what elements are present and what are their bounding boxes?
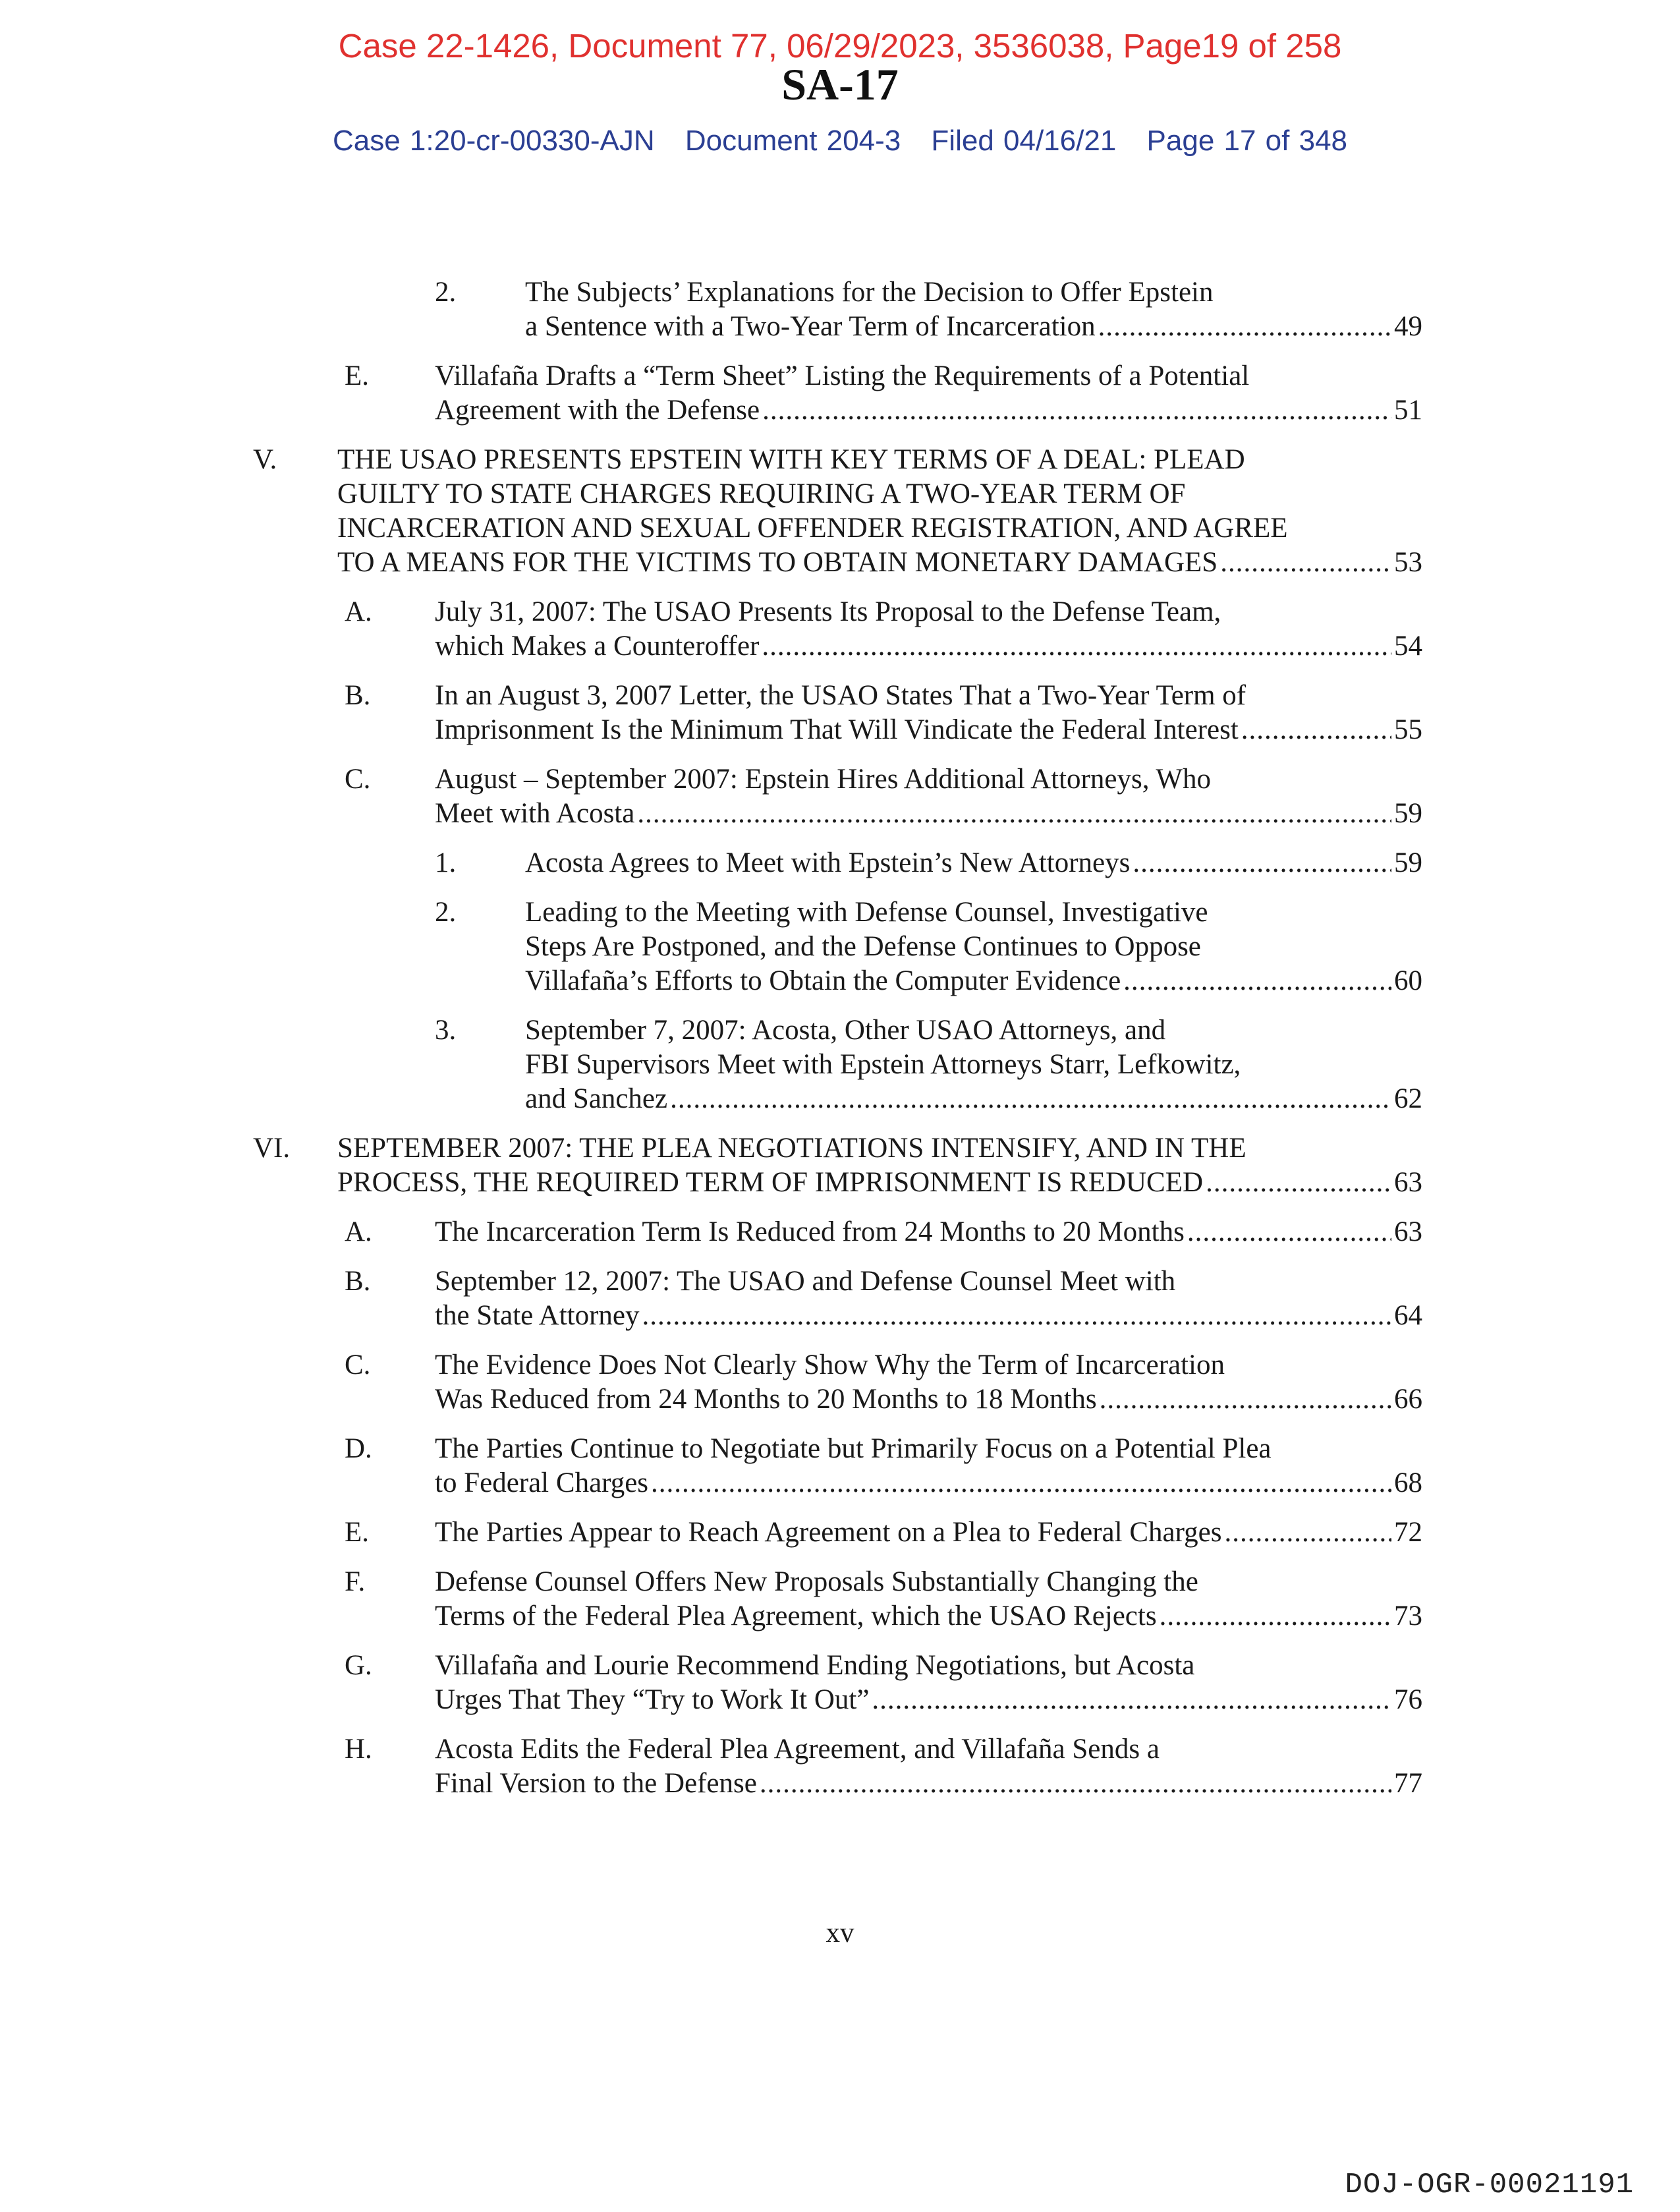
toc-entry-number: 1. — [435, 847, 457, 878]
toc-entry-final-line — [435, 1466, 1422, 1500]
toc-entry-final-line — [525, 1082, 1422, 1116]
toc-entry-number: A. — [345, 1216, 372, 1247]
toc-entry-number: 3. — [435, 1015, 457, 1046]
toc-entry-page-number: 54 — [1394, 631, 1422, 662]
toc-entry-number: E. — [345, 360, 370, 391]
toc-entry[interactable] — [0, 1732, 1680, 1801]
toc-entry-number: H. — [345, 1734, 372, 1765]
toc-entry-final-line — [435, 1299, 1422, 1333]
toc-entry-number: VI. — [253, 1133, 291, 1164]
toc-entry-title — [337, 443, 1422, 580]
toc-entry-page-number: 49 — [1394, 311, 1422, 342]
toc-entry-title-line: FBI Supervisors Meet with Epstein Attorneys Starr, Lefkowitz, — [525, 1049, 1241, 1080]
toc-entry-title-line: Defense Counsel Offers New Proposals Substantially Changing the — [435, 1566, 1198, 1597]
toc-entry-title-line: a Sentence with a Two-Year Term of Incarceration — [525, 311, 1096, 342]
toc-entry-final-line — [337, 546, 1422, 580]
dot-leader — [1133, 846, 1391, 880]
toc-entry-page-number: 73 — [1394, 1601, 1422, 1631]
bates-number: DOJ-OGR-00021191 — [1345, 2169, 1634, 2201]
toc-entry[interactable] — [0, 275, 1680, 344]
toc-entry-final-line — [525, 310, 1422, 344]
toc-entry-title-line: THE USAO PRESENTS EPSTEIN WITH KEY TERMS OF A DEAL: PLEAD — [337, 444, 1245, 475]
dot-leader — [1241, 713, 1391, 747]
dot-leader — [1098, 310, 1391, 344]
toc-entry-title-line: which Makes a Counteroffer — [435, 631, 760, 662]
dot-leader — [670, 1082, 1391, 1116]
toc-entry-number: 2. — [435, 277, 457, 308]
toc-entry-page-number: 55 — [1394, 714, 1422, 745]
toc-entry-title-line: INCARCERATION AND SEXUAL OFFENDER REGISTRATION, AND AGREE — [337, 513, 1288, 544]
toc-entry[interactable] — [0, 359, 1680, 428]
toc-entry-title-line: GUILTY TO STATE CHARGES REQUIRING A TWO-YEAR TERM OF — [337, 478, 1186, 509]
supplemental-appendix-label: SA-17 — [781, 59, 899, 109]
toc-entry-title-line: Villafaña Drafts a “Term Sheet” Listing the Requirements of a Potential — [435, 360, 1250, 391]
toc-entry[interactable] — [0, 1215, 1680, 1249]
dot-leader — [762, 393, 1391, 428]
toc-entry-final-line — [337, 1166, 1422, 1200]
toc-entry-title-line: August – September 2007: Epstein Hires Additional Attorneys, Who — [435, 764, 1212, 795]
toc-entry-page-number: 76 — [1394, 1684, 1422, 1715]
toc-entry-title-line: Acosta Edits the Federal Plea Agreement, and Villafaña Sends a — [435, 1734, 1160, 1765]
toc-entry-final-line — [435, 629, 1422, 664]
toc-entry-final-line — [435, 713, 1422, 747]
dot-leader — [1206, 1166, 1391, 1200]
toc-entry-number: V. — [253, 444, 277, 475]
toc-entry-title — [525, 846, 1422, 880]
toc-entry-final-line — [435, 1683, 1422, 1717]
toc-entry-number: E. — [345, 1517, 370, 1548]
toc-entry-number: B. — [345, 680, 371, 711]
toc-entry-title-line: The Evidence Does Not Clearly Show Why the Term of Incarceration — [435, 1349, 1225, 1380]
dot-leader — [762, 629, 1391, 664]
toc-entry-page-number: 68 — [1394, 1467, 1422, 1498]
toc-entry-title-line: Urges That They “Try to Work It Out” — [435, 1684, 870, 1715]
toc-entry-title — [435, 1264, 1422, 1333]
toc-entry-title — [337, 1131, 1422, 1200]
toc-entry-page-number: 72 — [1394, 1517, 1422, 1548]
toc-entry-title-line: In an August 3, 2007 Letter, the USAO States That a Two-Year Term of — [435, 680, 1246, 711]
toc-entry-final-line — [435, 1599, 1422, 1633]
toc-entry-title-line: Agreement with the Defense — [435, 395, 760, 426]
toc-entry-title-line: September 12, 2007: The USAO and Defense Counsel Meet with — [435, 1266, 1176, 1297]
toc-entry-title — [435, 1732, 1422, 1801]
toc-entry-title — [435, 679, 1422, 747]
toc-entry-final-line — [435, 1382, 1422, 1417]
toc-entry[interactable] — [0, 1649, 1680, 1717]
toc-entry-title — [435, 1215, 1422, 1249]
toc-entry-title-line: Was Reduced from 24 Months to 20 Months to 18 Months — [435, 1384, 1097, 1415]
toc-entry-title — [435, 762, 1422, 831]
toc-entry-final-line — [525, 964, 1422, 998]
toc-entry-number: C. — [345, 1349, 371, 1380]
toc-entry-title-line: The Incarceration Term Is Reduced from 24 Months to 20 Months — [435, 1216, 1185, 1247]
toc-entry-title-line: Meet with Acosta — [435, 798, 635, 829]
toc-entry-page-number: 59 — [1394, 798, 1422, 829]
toc-entry-title — [435, 595, 1422, 664]
district-filed-date: Filed 04/16/21 — [931, 125, 1117, 157]
district-page-count: Page 17 of 348 — [1146, 125, 1348, 157]
toc-entry[interactable] — [0, 595, 1680, 664]
district-case-number: Case 1:20-cr-00330-AJN — [332, 125, 655, 157]
toc-entry-title-line: Acosta Agrees to Meet with Epstein’s New Attorneys — [525, 847, 1131, 878]
toc-entry-title — [525, 275, 1422, 344]
toc-entry-number: A. — [345, 596, 372, 627]
toc-entry-title-line: September 7, 2007: Acosta, Other USAO Attorneys, and — [525, 1015, 1166, 1046]
toc-entry-title-line: Imprisonment Is the Minimum That Will Vindicate the Federal Interest — [435, 714, 1239, 745]
toc-entry-title-line: to Federal Charges — [435, 1467, 649, 1498]
toc-entry-page-number: 63 — [1394, 1216, 1422, 1247]
dot-leader — [1160, 1599, 1391, 1633]
toc-entry-title-line: The Parties Appear to Reach Agreement on a Plea to Federal Charges — [435, 1517, 1222, 1548]
toc-entry[interactable] — [0, 679, 1680, 747]
dot-leader — [642, 1299, 1392, 1333]
toc-entry-title — [435, 1432, 1422, 1500]
toc-entry-page-number: 77 — [1394, 1768, 1422, 1799]
toc-entry-page-number: 60 — [1394, 965, 1422, 996]
toc-entry-final-line — [435, 797, 1422, 831]
toc-entry[interactable] — [0, 443, 1680, 580]
dot-leader — [1100, 1382, 1391, 1417]
toc-entry[interactable] — [0, 846, 1680, 880]
toc-entry-title — [435, 1516, 1422, 1550]
toc-entry-title-line: SEPTEMBER 2007: THE PLEA NEGOTIATIONS INTENSIFY, AND IN THE — [337, 1133, 1246, 1164]
toc-entry-title-line: July 31, 2007: The USAO Presents Its Proposal to the Defense Team, — [435, 596, 1221, 627]
dot-leader — [651, 1466, 1391, 1500]
toc-entry-title-line: Steps Are Postponed, and the Defense Continues to Oppose — [525, 931, 1201, 962]
toc-entry-title-line: Leading to the Meeting with Defense Counsel, Investigative — [525, 897, 1208, 928]
toc-entry-page-number: 63 — [1394, 1167, 1422, 1198]
toc-entry-number: D. — [345, 1433, 372, 1464]
dot-leader — [1220, 546, 1391, 580]
toc-entry[interactable] — [0, 1432, 1680, 1500]
toc-entry-title-line: TO A MEANS FOR THE VICTIMS TO OBTAIN MONETARY DAMAGES — [337, 547, 1218, 578]
toc-entry-title — [525, 1013, 1422, 1116]
toc-entry-title-line: and Sanchez — [525, 1083, 668, 1114]
district-document-number: Document 204-3 — [685, 125, 901, 157]
toc-entry[interactable] — [0, 895, 1680, 998]
table-of-contents — [0, 275, 1680, 1816]
toc-entry-number: 2. — [435, 897, 457, 928]
toc-entry-title-line: The Parties Continue to Negotiate but Primarily Focus on a Potential Plea — [435, 1433, 1272, 1464]
toc-entry-page-number: 51 — [1394, 395, 1422, 426]
toc-entry-final-line — [435, 393, 1422, 428]
dot-leader — [1123, 964, 1391, 998]
toc-entry[interactable] — [0, 1013, 1680, 1116]
toc-entry-page-number: 59 — [1394, 847, 1422, 878]
toc-entry-page-number: 53 — [1394, 547, 1422, 578]
toc-entry-title-line: Villafaña and Lourie Recommend Ending Negotiations, but Acosta — [435, 1650, 1195, 1681]
appellate-case-stamp: Case 22-1426, Document 77, 06/29/2023, 3536038, Page19 of 258 — [338, 27, 1342, 65]
toc-entry-title — [435, 1565, 1422, 1633]
toc-entry-number: G. — [345, 1650, 372, 1681]
toc-entry-final-line — [435, 1767, 1422, 1801]
toc-entry-title-line: the State Attorney — [435, 1300, 640, 1331]
toc-entry-page-number: 66 — [1394, 1384, 1422, 1415]
toc-entry[interactable] — [0, 1264, 1680, 1333]
toc-entry-title-line: PROCESS, THE REQUIRED TERM OF IMPRISONMENT IS REDUCED — [337, 1167, 1204, 1198]
toc-entry-final-line — [525, 846, 1422, 880]
district-case-header — [0, 124, 1680, 158]
toc-entry-title — [435, 1649, 1422, 1717]
dot-leader — [637, 797, 1391, 831]
toc-entry-number: C. — [345, 764, 371, 795]
toc-entry-title-line: Villafaña’s Efforts to Obtain the Computer Evidence — [525, 965, 1121, 996]
dot-leader — [760, 1767, 1391, 1801]
toc-entry-title — [435, 1348, 1422, 1417]
toc-entry-number: B. — [345, 1266, 371, 1297]
toc-entry-final-line — [435, 1516, 1422, 1550]
toc-entry-title — [525, 895, 1422, 998]
toc-entry[interactable] — [0, 762, 1680, 831]
toc-entry[interactable] — [0, 1565, 1680, 1633]
toc-entry-page-number: 64 — [1394, 1300, 1422, 1331]
toc-entry-page-number: 62 — [1394, 1083, 1422, 1114]
dot-leader — [1187, 1215, 1391, 1249]
page-number: xv — [826, 1917, 854, 1948]
toc-entry[interactable] — [0, 1348, 1680, 1417]
toc-entry[interactable] — [0, 1131, 1680, 1200]
toc-entry-number: F. — [345, 1566, 366, 1597]
toc-entry-title-line: Final Version to the Defense — [435, 1768, 757, 1799]
dot-leader — [872, 1683, 1391, 1717]
toc-entry-final-line — [435, 1215, 1422, 1249]
toc-entry-title-line: Terms of the Federal Plea Agreement, which the USAO Rejects — [435, 1601, 1157, 1631]
toc-entry-title — [435, 359, 1422, 428]
toc-entry-title-line: The Subjects’ Explanations for the Decision to Offer Epstein — [525, 277, 1214, 308]
toc-entry[interactable] — [0, 1516, 1680, 1550]
dot-leader — [1224, 1516, 1391, 1550]
